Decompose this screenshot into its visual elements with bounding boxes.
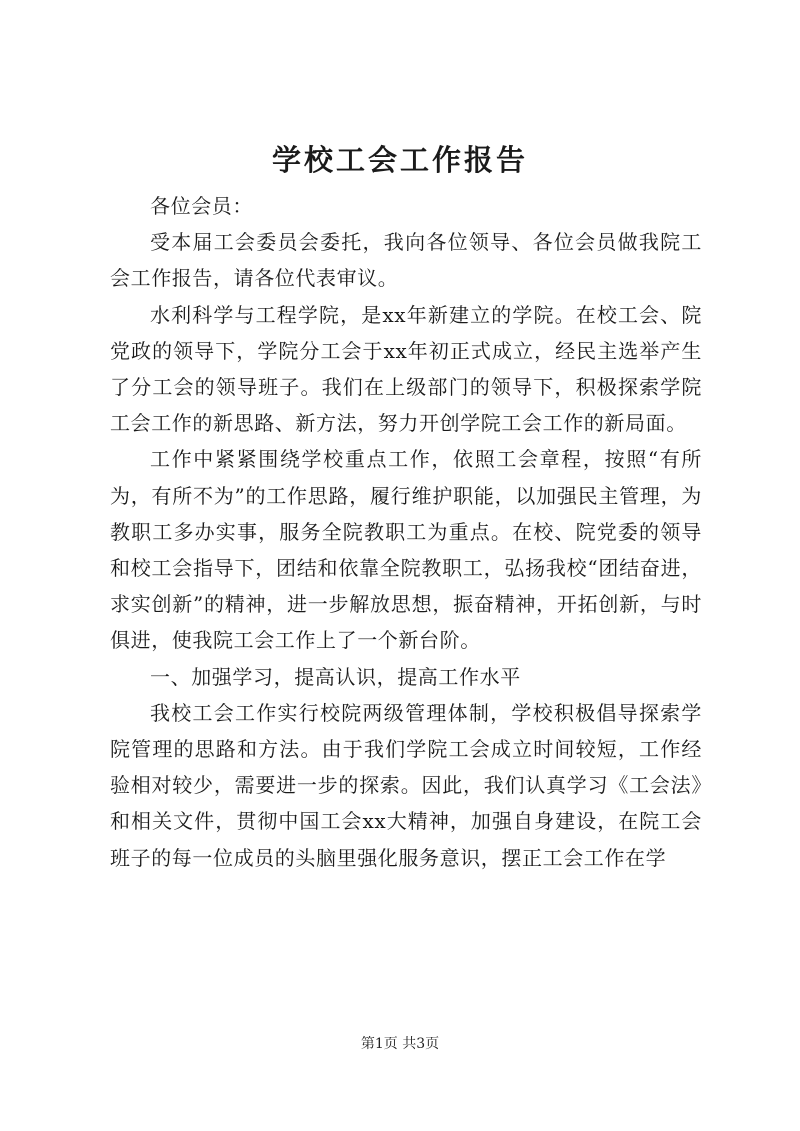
- section-heading: 一、加强学习，提高认识，提高工作水平: [150, 664, 521, 689]
- body-paragraph: 工作中紧紧围绕学校重点工作，依照工会章程，按照“有所为，有所不为”的工作思路，履行维护职能，以加强民主管理，为教职工多办实事，服务全院教职工为重点。在校、院党委的领导和校工会指导下，团结和依靠全院教职工，弘扬我校“团结奋进，求实创新”的精神，进一步解放思想，振奋精神，开拓创新，与时俱进，使我院工会工作上了一个新台阶。: [110, 447, 702, 653]
- salutation-paragraph: 各位会员：: [150, 194, 253, 218]
- body-paragraph: 受本届工会委员会委托，我向各位领导、各位会员做我院工会工作报告，请各位代表审议。: [110, 230, 702, 291]
- body-paragraph: 水利科学与工程学院，是xx年新建立的学院。在校工会、院党政的领导下，学院分工会于xx年初正式成立，经民主选举产生了分工会的领导班子。我们在上级部门的领导下，积极探索学院工会工作的新思路、新方法，努力开创学院工会工作的新局面。: [110, 302, 702, 436]
- body-paragraph: 我校工会工作实行校院两级管理体制，学校积极倡导探索学院管理的思路和方法。由于我们学院工会成立时间较短，工作经验相对较少，需要进一步的探索。因此，我们认真学习《工会法》和相关文件，贯彻中国工会xx大精神，加强自身建设，在院工会班子的每一位成员的头脑里强化服务意识，摆正工会工作在学: [110, 700, 702, 870]
- document-body: [110, 188, 702, 876]
- page-number-footer: 第1页 共3页: [360, 1036, 440, 1052]
- document-title: 学校工会工作报告: [271, 143, 528, 177]
